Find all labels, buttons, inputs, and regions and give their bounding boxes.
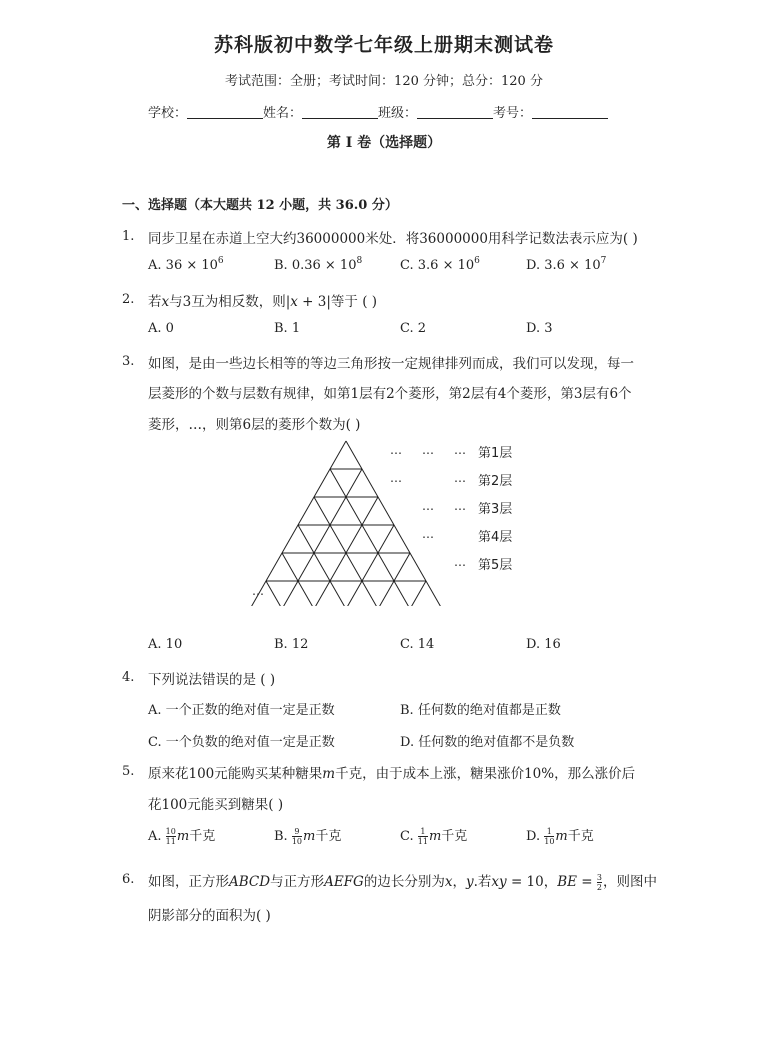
q3-text-line2: 层菱形的个数与层数有规律，如第1层有2个菱形，第2层有4个菱形，第3层有6个	[148, 386, 632, 402]
q2-text: 若x与3互为相反数，则|x + 3|等于 ( )	[148, 294, 378, 310]
q3-number: 3.	[122, 354, 135, 369]
layer-4-label: 第4层	[478, 530, 513, 545]
q1-option-b[interactable]: B. $0.36 \times 10^8$	[274, 256, 363, 273]
name-label: 姓名：	[263, 106, 303, 121]
q4-option-c[interactable]: C. 一个负数的绝对值一定是正数	[148, 735, 335, 750]
q2-option-c[interactable]: C. 2	[400, 321, 427, 336]
layer-1-label: 第1层	[478, 446, 513, 461]
ellipsis-bottom: …	[252, 584, 264, 598]
layer-3-label: 第3层	[478, 502, 513, 517]
q1-number: 1.	[122, 229, 135, 244]
student-info-fields	[148, 102, 608, 121]
q1-text: 同步卫星在赤道上空大约36000000米处．将36000000用科学记数法表示应为( )	[148, 231, 638, 247]
ellipsis-row1-a: …	[390, 471, 402, 485]
ellipsis-row0-a: …	[390, 443, 402, 457]
q5-option-d[interactable]: D. $\frac{1}{10}$ m千克	[526, 827, 594, 846]
ellipsis-row0-c: …	[454, 443, 466, 457]
q6-fraction: $\frac{3}{2}$	[596, 873, 603, 892]
q6-number: 6.	[122, 872, 135, 887]
q3-option-d[interactable]: D. 16	[526, 637, 561, 652]
exam-number-blank[interactable]	[532, 104, 608, 119]
section-heading: 一、选择题（本大题共 12 小题，共 36.0 分）	[122, 198, 398, 213]
q3-option-c[interactable]: C. 14	[400, 637, 435, 652]
q1-option-c[interactable]: C. $3.6 \times 10^6$	[400, 256, 480, 273]
school-label: 学校：	[148, 106, 188, 121]
school-blank[interactable]	[187, 104, 263, 119]
layer-5-label: 第5层	[478, 558, 513, 573]
part-heading: 第 I 卷（选择题）	[326, 135, 442, 151]
q2-option-a[interactable]: A. 0	[148, 321, 174, 336]
q3-option-a[interactable]: A. 10	[148, 637, 183, 652]
q6-text-line2: 阴影部分的面积为( )	[148, 908, 271, 924]
layer-2-label: 第2层	[478, 474, 513, 489]
ellipsis-row0-b: …	[422, 443, 434, 457]
q5-text-line2: 花100元能买到糖果( )	[148, 797, 284, 813]
ellipsis-row3-a: …	[422, 527, 434, 541]
exam-info: 考试范围：全册；考试时间：120 分钟；总分：120 分	[225, 74, 543, 89]
triangle-grid	[240, 438, 540, 606]
grid-diagonal-line	[410, 581, 426, 606]
exam-number-label: 考号：	[493, 106, 533, 121]
name-blank[interactable]	[302, 104, 378, 119]
q5-c-fraction: $\frac{1}{11}$	[417, 827, 428, 846]
q5-d-fraction: $\frac{1}{10}$	[544, 827, 555, 846]
q5-a-fraction: $\frac{10}{11}$	[165, 827, 176, 846]
q3-text-line1: 如图，是由一些边长相等的等边三角形按一定规律排列而成，我们可以发现，每一	[148, 356, 634, 372]
q4-option-b[interactable]: B. 任何数的绝对值都是正数	[400, 703, 561, 718]
ellipsis-row4-a: …	[454, 555, 466, 569]
exam-title: 苏科版初中数学七年级上册期末测试卷	[213, 34, 554, 56]
q2-number: 2.	[122, 292, 135, 307]
q2-option-b[interactable]: B. 1	[274, 321, 301, 336]
triangle-pattern-figure	[240, 438, 540, 606]
q6-text-line1: 如图，正方形ABCD与正方形AEFG的边长分别为x，y.若xy = 10，BE = $\frac{3}{2}$ ，则图中	[148, 873, 658, 892]
grid-diagonal-line	[282, 469, 362, 606]
ellipsis-row2-a: …	[422, 499, 434, 513]
q1-option-a[interactable]: A. $36 \times 10^6$	[148, 256, 224, 273]
q5-option-a[interactable]: A. $\frac{10}{11}$ m千克	[148, 827, 216, 846]
q2-option-d[interactable]: D. 3	[526, 321, 553, 336]
q5-number: 5.	[122, 764, 135, 779]
q5-option-b[interactable]: B. $\frac{9}{10}$ m千克	[274, 827, 342, 846]
q3-option-b[interactable]: B. 12	[274, 637, 309, 652]
ellipsis-row1-b: …	[454, 471, 466, 485]
grid-diagonal-line	[266, 581, 282, 606]
q5-option-c[interactable]: C. $\frac{1}{11}$ m千克	[400, 827, 468, 846]
ellipsis-row2-b: …	[454, 499, 466, 513]
q4-text: 下列说法错误的是 ( )	[148, 672, 276, 688]
grid-diagonal-line	[330, 469, 410, 606]
q1-option-d[interactable]: D. $3.6 \times 10^7$	[526, 256, 607, 273]
q4-option-a[interactable]: A. 一个正数的绝对值一定是正数	[148, 703, 335, 718]
q4-option-d[interactable]: D. 任何数的绝对值都不是负数	[400, 735, 575, 750]
q5-b-fraction: $\frac{9}{10}$	[291, 827, 303, 846]
q3-text-line3: 菱形，…，则第6层的菱形个数为( )	[148, 417, 361, 433]
class-blank[interactable]	[417, 104, 493, 119]
q5-text-line1: 原来花100元能购买某种糖果m千克，由于成本上涨，糖果涨价10%，那么涨价后	[148, 766, 636, 782]
class-label: 班级：	[378, 106, 418, 121]
q4-number: 4.	[122, 670, 135, 685]
